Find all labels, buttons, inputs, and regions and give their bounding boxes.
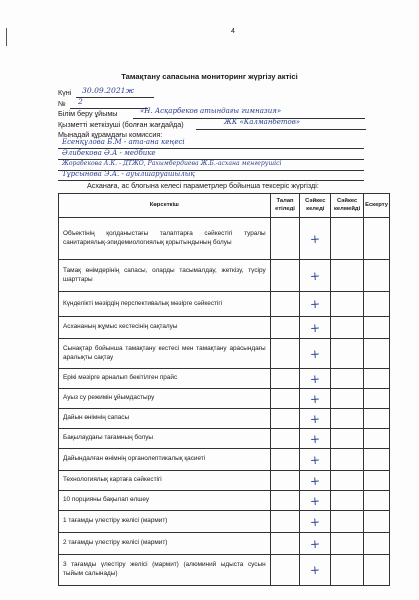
commission-member-4: Тұрсынова Э.А. - ауылшаруашылық [62,170,195,178]
school-label: Білім беру ұйымы [58,109,118,118]
row-required-cell [270,292,300,317]
row-indicator: Ауыз су режимін ұйымдастыру [59,389,271,409]
row-not-matches-cell [331,218,364,260]
handwritten-plus-mark: + [309,493,321,508]
handwritten-plus-mark: + [309,431,321,446]
row-matches-cell [300,292,331,317]
row-note-cell [364,409,390,429]
row-indicator: Дайындалған өнімнің органолептикалық қасиеті [59,449,271,471]
table-row [59,429,390,449]
table-row [59,260,390,292]
intro-text: Асханаға, ас блогына келесі параметрлер бойынша тексеріс жүргізді: [87,181,319,190]
row-note-cell [364,292,390,317]
page-number: 4 [231,28,235,35]
row-not-matches-cell [331,317,364,339]
number-value: 2 [78,97,83,106]
commission-member-1: Есенқұлова Б.М - ата-ана кеңесі [62,138,185,146]
row-required-cell [270,369,300,389]
row-note-cell [364,471,390,491]
row-matches-cell [300,511,331,533]
handwritten-plus-mark: + [309,231,321,246]
table-row [59,511,390,533]
school-value: «Н. Асқарбеков атындағы гимназия» [140,107,282,115]
table-row [59,292,390,317]
row-required-cell [270,409,300,429]
row-indicator: Бақылаудағы тағамның болуы [59,429,271,449]
row-matches-cell [300,491,331,511]
handwritten-plus-mark: + [309,562,321,578]
row-matches-cell [300,260,331,292]
table-header-row [59,194,390,218]
provider-underline [196,129,366,130]
header-required: Талап етіледі [270,194,300,218]
row-not-matches-cell [331,533,364,555]
margin-mark [6,28,7,46]
table-row [59,471,390,491]
row-required-cell [270,389,300,409]
handwritten-plus-mark: + [309,320,321,335]
row-note-cell [364,339,390,369]
row-matches-cell [300,449,331,471]
handwritten-plus-mark: + [309,371,321,386]
table-row [59,491,390,511]
row-matches-cell [300,389,331,409]
document-title: Тамақтану сапасына мониторинг жүргізу актісі [121,72,298,81]
row-matches-cell [300,218,331,260]
row-indicator: Асхананың жұмыс кестесінің сақталуы [59,317,271,339]
row-matches-cell [300,533,331,555]
row-matches-cell [300,409,331,429]
provider-value: ЖК «Калманбетов» [224,118,301,126]
row-note-cell [364,449,390,471]
handwritten-plus-mark: + [309,452,321,467]
row-required-cell [270,511,300,533]
commission-member-2: Әлибекова Ә.А - медбике [62,149,156,157]
handwritten-plus-mark: + [309,346,321,361]
row-required-cell [270,429,300,449]
handwritten-plus-mark: + [309,268,321,283]
row-not-matches-cell [331,449,364,471]
row-indicator: Дайын өнімнің сапасы [59,409,271,429]
table-row [59,218,390,260]
row-note-cell [364,491,390,511]
row-not-matches-cell [331,292,364,317]
handwritten-plus-mark: + [309,473,321,488]
row-not-matches-cell [331,409,364,429]
row-not-matches-cell [331,491,364,511]
row-not-matches-cell [331,429,364,449]
row-required-cell [270,339,300,369]
row-required-cell [270,260,300,292]
number-label: № [58,99,66,108]
handwritten-plus-mark: + [309,391,321,406]
row-required-cell [270,555,300,586]
header-matches: Сәйкес келеді [300,194,331,218]
row-required-cell [270,491,300,511]
row-note-cell [364,429,390,449]
row-note-cell [364,533,390,555]
row-not-matches-cell [331,555,364,586]
table-row [59,339,390,369]
row-matches-cell [300,317,331,339]
row-not-matches-cell [331,511,364,533]
row-matches-cell [300,555,331,586]
commission-member-3: Жорабекова А.К. - ДТЖО, Рахымбердиева Ж.Б.-асхана менгерушісі [62,160,282,167]
date-label: Күні [58,88,72,97]
row-indicator: Объектінің қолданыстағы талаптарға сәйкестігі туралы санитариялық-эпидемиологиялық қорытындының болуы [59,218,271,260]
monitoring-table [58,193,390,586]
row-not-matches-cell [331,339,364,369]
handwritten-plus-mark: + [309,411,321,426]
date-value: 30.09.2021ж [82,86,135,95]
row-not-matches-cell [331,260,364,292]
row-matches-cell [300,369,331,389]
row-indicator: Технологиялық картаға сәйкестігі [59,471,271,491]
table-row [59,409,390,429]
row-indicator: 10 порцияны бақылап өлшеу [59,491,271,511]
table-row [59,555,390,586]
handwritten-plus-mark: + [309,536,321,551]
header-indicator: Көрсеткіш [59,194,271,218]
handwritten-plus-mark: + [309,514,321,529]
row-indicator: 2 тағамды үлестіру желісі (мармит) [59,533,271,555]
row-indicator: Тамақ өнімдерінің сапасы, оларды тасымалдау, жеткізу, түсіру шарттары [59,260,271,292]
row-note-cell [364,369,390,389]
row-not-matches-cell [331,369,364,389]
row-matches-cell [300,339,331,369]
row-note-cell [364,511,390,533]
header-not-matches: Сәйкес келмейді [331,194,364,218]
table-row [59,317,390,339]
row-required-cell [270,218,300,260]
row-required-cell [270,449,300,471]
row-note-cell [364,555,390,586]
provider-label: Қызметті жеткізуші (болған жағдайда) [58,120,184,129]
row-indicator: 1 тағамды үлестіру желісі (мармит) [59,511,271,533]
row-required-cell [270,533,300,555]
table-row [59,449,390,471]
table-row [59,389,390,409]
table-row [59,369,390,389]
row-indicator: 3 тағамды үлестіру желісі (мармит) (алюминий ыдыста сусын тыйым салынады) [59,555,271,586]
row-not-matches-cell [331,471,364,491]
header-note: Ескерту [364,194,390,218]
row-required-cell [270,317,300,339]
row-matches-cell [300,471,331,491]
row-not-matches-cell [331,389,364,409]
row-note-cell [364,218,390,260]
row-required-cell [270,471,300,491]
table-row [59,533,390,555]
row-note-cell [364,317,390,339]
handwritten-plus-mark: + [309,296,321,312]
commission-label: Мынадай құрамдағы комиссия: [58,130,163,139]
row-indicator: Күнделікті мәзірдің перспективалық мәзірге сәйкестігі [59,292,271,317]
row-indicator: Сынақтар бойынша тамақтану кестесі мен тамақтану арасындағы аралықты сақтау [59,339,271,369]
row-indicator: Ерікі мәзірге арналып бекітілген прайс [59,369,271,389]
row-note-cell [364,389,390,409]
row-matches-cell [300,429,331,449]
date-underline [76,97,154,98]
row-note-cell [364,260,390,292]
